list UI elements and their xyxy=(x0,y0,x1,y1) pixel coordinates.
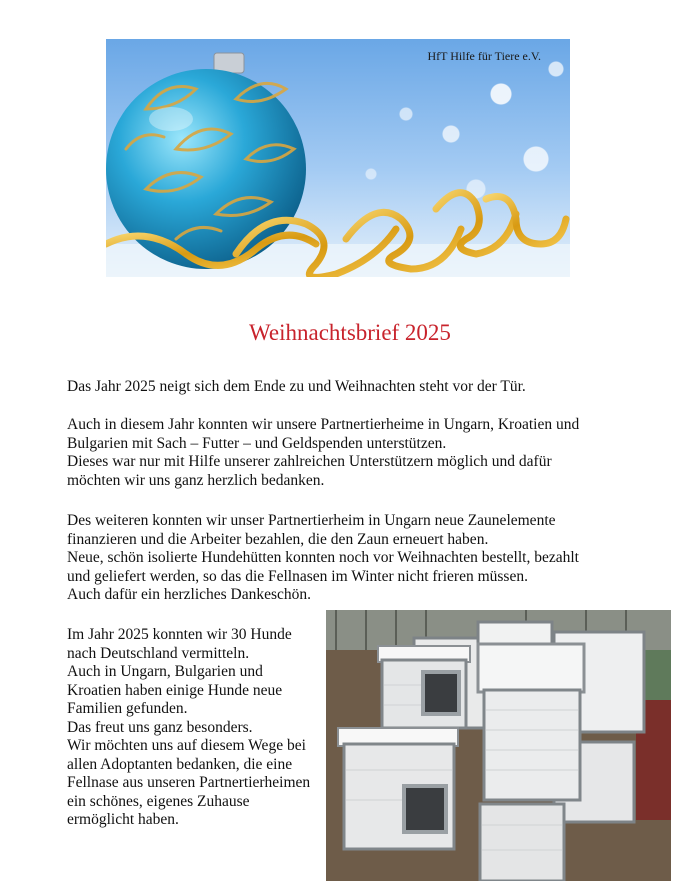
letter-title: Weihnachtsbrief 2025 xyxy=(249,320,451,345)
paragraph-intro xyxy=(67,378,526,397)
organization-name: HfT Hilfe für Tiere e.V. xyxy=(427,49,541,63)
text-line: Familien gefunden. xyxy=(67,700,188,717)
text-line: ein schönes, eigenes Zuhause xyxy=(67,792,250,810)
text-line: Das freut uns ganz besonders. xyxy=(67,718,253,736)
kennels-photo xyxy=(326,610,671,881)
paragraph-fence-and-kennels xyxy=(67,512,579,605)
text-line: Bulgarien mit Sach – Futter – und Geldspenden unterstützen. xyxy=(67,434,447,452)
dog-kennels-illustration xyxy=(326,610,671,881)
text-line: Fellnase aus unseren Partnertierheimen xyxy=(67,774,311,791)
text-line: und geliefert werden, so das die Fellnasen im Winter nicht frieren müssen. xyxy=(67,567,528,585)
text-line: Im Jahr 2025 konnten wir 30 Hunde xyxy=(67,626,292,643)
text-line: Wir möchten uns auf diesem Wege bei xyxy=(67,737,306,754)
text-line: Auch in diesem Jahr konnten wir unsere Partnertierheime in Ungarn, Kroatien und xyxy=(67,416,580,433)
text-line: Neue, schön isolierte Hundehütten konnten noch vor Weihnachten bestellt, bezahlt xyxy=(67,549,579,566)
text-line: Auch in Ungarn, Bulgarien und xyxy=(67,663,263,680)
christmas-ornament-illustration xyxy=(106,39,570,277)
paragraph-donations xyxy=(67,416,579,490)
text-line: Des weiteren konnten wir unser Partnertierheim in Ungarn neue Zaunelemente xyxy=(67,512,556,529)
text-line: allen Adoptanten bedanken, die eine xyxy=(67,755,293,773)
text-line: ermöglicht haben. xyxy=(67,811,179,828)
paragraph-adoptions xyxy=(67,626,310,830)
text-line: Dieses war nur mit Hilfe unserer zahlreichen Unterstützern möglich und dafür xyxy=(67,453,552,470)
text-line: Auch dafür ein herzliches Dankeschön. xyxy=(67,586,312,603)
header-image xyxy=(106,39,570,277)
text-line: möchten wir uns ganz herzlich bedanken. xyxy=(67,471,325,489)
text-line: nach Deutschland vermitteln. xyxy=(67,644,250,662)
text-line: finanzieren und die Arbeiter bezahlen, die den Zaun erneuert haben. xyxy=(67,530,489,548)
text-line: Das Jahr 2025 neigt sich dem Ende zu und Weihnachten steht vor der Tür. xyxy=(67,378,526,395)
text-line: Kroatien haben einige Hunde neue xyxy=(67,681,283,699)
